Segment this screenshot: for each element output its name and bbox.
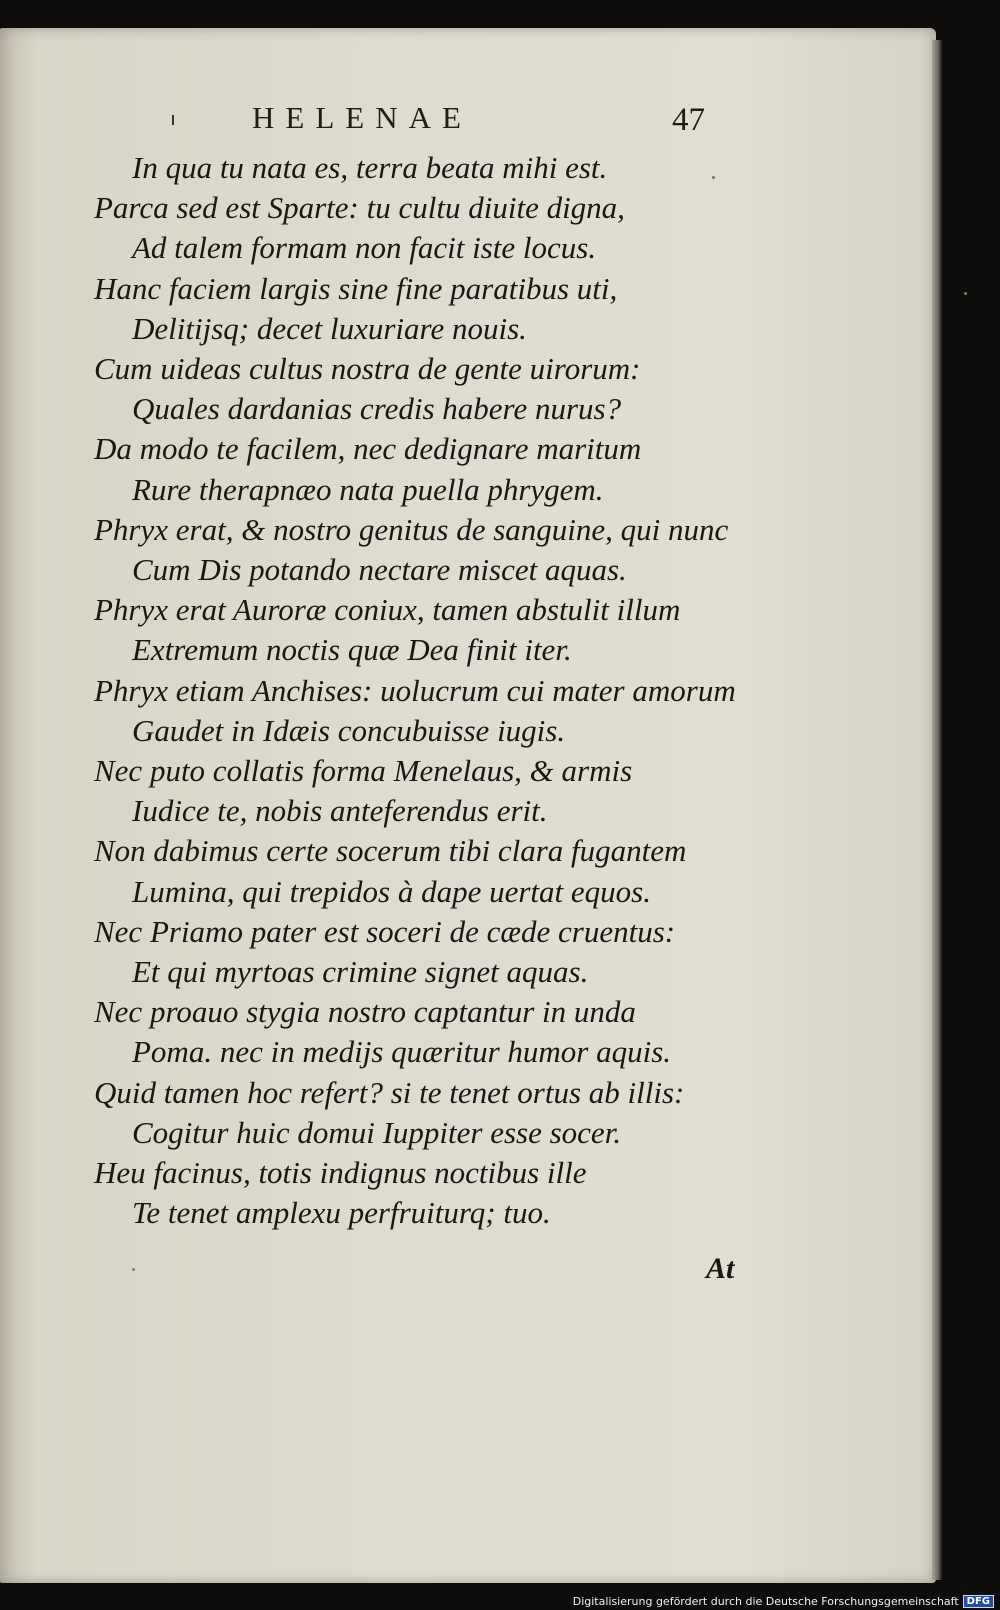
page-edge — [932, 40, 942, 1580]
paper-speck — [964, 292, 967, 295]
verse-line: Quales dardanias credis habere nurus? — [132, 391, 622, 427]
paper-speck — [712, 176, 715, 179]
verse-line: In qua tu nata es, terra beata mihi est. — [132, 150, 608, 185]
verse-line: Rure therapnæo nata puella phrygem. — [132, 471, 604, 507]
verse-line: Non dabimus certe socerum tibi clara fugantem — [94, 833, 687, 869]
catchword: At — [706, 1252, 735, 1285]
verse-line: Phryx erat, & nostro genitus de sanguine, qui nunc — [94, 511, 729, 547]
verse-line: Poma. nec in medijs quæritur humor aquis. — [132, 1034, 672, 1070]
verse-line: Lumina, qui trepidos à dape uertat equos. — [132, 873, 651, 909]
verse-line: Iudice te, nobis anteferendus erit. — [132, 793, 548, 829]
verse-line: Et qui myrtoas crimine signet aquas. — [132, 954, 589, 989]
verse-line: Cogitur huic domui Iuppiter esse socer. — [132, 1114, 622, 1150]
verse-line: Extremum noctis quæ Dea finit iter. — [132, 632, 572, 668]
dfg-logo: DFG — [963, 1595, 994, 1608]
verse-line: Cum uideas cultus nostra de gente uirorum: — [94, 351, 641, 386]
header-mark — [172, 115, 174, 125]
verse-line: Phryx erat Auroræ coniux, tamen abstulit illum — [94, 592, 681, 628]
verse-line: Hanc faciem largis sine fine paratibus uti, — [94, 270, 618, 306]
verse-line: Parca sed est Sparte: tu cultu diuite digna, — [94, 190, 625, 226]
verse-line: Heu facinus, totis indignus noctibus ille — [94, 1155, 587, 1190]
verse-line: Cum Dis potando nectare miscet aquas. — [132, 552, 627, 587]
verse-line: Phryx etiam Anchises: uolucrum cui mater amorum — [94, 672, 736, 708]
verse-line: Nec Priamo pater est soceri de cæde cruentus: — [94, 913, 676, 949]
verse-line: Gaudet in Idæis concubuisse iugis. — [132, 712, 566, 748]
verse-line: Nec puto collatis forma Menelaus, & armis — [94, 753, 633, 788]
footer-credit-text: Digitalisierung gefördert durch die Deutsche Forschungsgemeinschaft — [572, 1595, 959, 1608]
verse-line: Te tenet amplexu perfruiturq; tuo. — [132, 1195, 551, 1231]
running-head: HELENAE — [252, 100, 472, 135]
verse-line: Nec proauo stygia nostro captantur in unda — [94, 994, 636, 1030]
verse-line: Delitijsq; decet luxuriare nouis. — [132, 310, 527, 346]
verse-line: Ad talem formam non facit iste locus. — [132, 230, 597, 266]
page-number: 47 — [672, 102, 705, 138]
paper-speck — [132, 1268, 135, 1271]
verse-line: Quid tamen hoc refert? si te tenet ortus ab illis: — [94, 1074, 685, 1110]
verse-line: Da modo te facilem, nec dedignare maritum — [94, 431, 642, 467]
footer-credit — [573, 1595, 994, 1608]
